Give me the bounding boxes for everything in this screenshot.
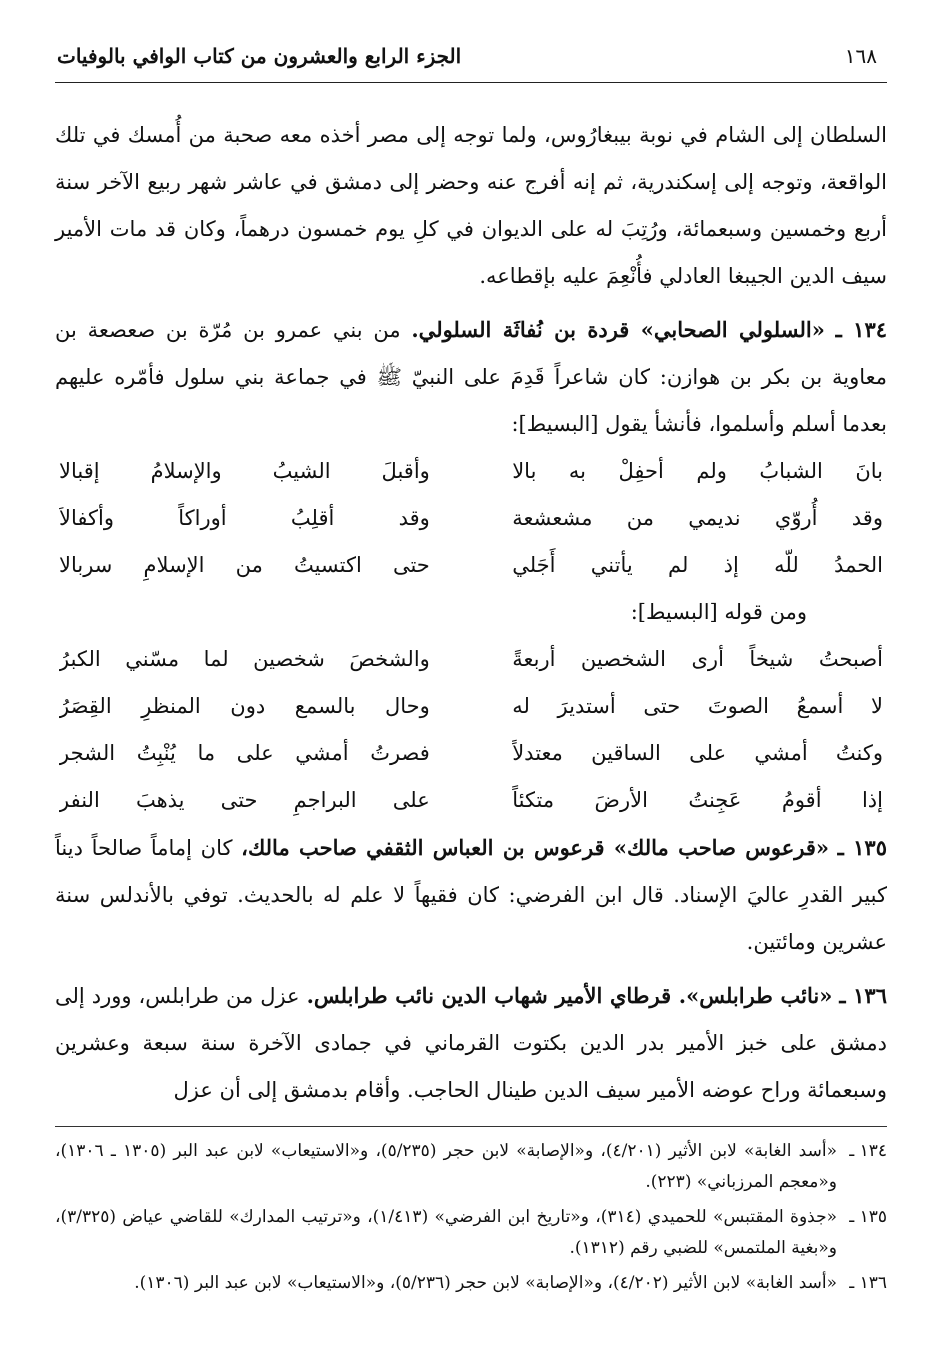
- verse-line: [55, 542, 887, 589]
- footnote-rule: [55, 1126, 887, 1127]
- page-header: [55, 44, 887, 80]
- verse-first-hemistich: الحمدُ للّه إذ لم يأتني أَجَلي: [512, 553, 883, 577]
- footnote-text: «جذوة المقتبس» للحميدي (٣١٤)، و«تاريخ ابن الفرضي» (١/٤١٣)، و«ترتيب المدارك» للقاضي عياض (٣/٣٢٥)، و«بغية الملتمس» للضبي رقم (١٣١٢).: [55, 1207, 837, 1258]
- body-text: [55, 112, 887, 1114]
- entry-title: «قرعوس صاحب مالك» قرعوس بن العباس الثقفي صاحب مالك،: [241, 835, 829, 860]
- header-rule: [55, 82, 887, 83]
- verse-line: [55, 777, 887, 824]
- verse-second-hemistich: والشخصَ شخصين لما مسّني الكبرُ: [59, 647, 430, 671]
- footnote-number: ١٣٥ ـ: [849, 1207, 887, 1227]
- poem-1: [55, 448, 887, 589]
- verse-second-hemistich: وحال بالسمع دون المنظرِ القِصَرُ: [59, 694, 430, 718]
- paragraph-continuation: السلطان إلى الشام في نوبة بيبغارُوس، ولما توجه إلى مصر أخذه معه صحبة من أُمسك في تلك الواقعة، وتوجه إلى إسكندرية، ثم إنه أفرج عنه وحضر إلى دمشق في عاشر شهر ربيع الآخر سنة أربع وخمسين وسبعمائة، ورُتِبَ له على الديوان في كلِ يوم خمسون درهماً، وكان قد مات الأمير سيف الدين الجيبغا العادلي فأُنْعِمَ عليه بإقطاعه.: [55, 123, 887, 288]
- page-number: ١٦٨: [844, 44, 877, 68]
- poem-2: [55, 636, 887, 824]
- verse-second-hemistich: وقد أقلِبُ أوراكاً وأكفالاَ: [59, 506, 430, 530]
- running-title: الجزء الرابع والعشرون من كتاب الوافي بالوفيات: [57, 44, 462, 68]
- footnotes: [55, 1136, 887, 1303]
- verse-second-hemistich: وأقبلَ الشيبُ والإسلامُ إقبالا: [59, 459, 430, 483]
- footnote-text: «أسد الغابة» لابن الأثير (٤/٢٠١)، و«الإصابة» لابن حجر (٥/٢٣٥)، و«الاستيعاب» لابن عبد البر (١٣٠٥ ـ ١٣٠٦)، و«معجم المرزباني» (٢٢٣).: [55, 1141, 837, 1192]
- book-page: [55, 30, 887, 1350]
- verse-second-hemistich: على البراجمِ حتى يذهبَ النفر: [59, 788, 430, 812]
- entry-title: «السلولي الصحابي» قردة بن نُفاثَة السلولي.: [411, 317, 825, 342]
- verse-second-hemistich: فصرتُ أمشي على ما يُنْبِتُ الشجر: [59, 741, 430, 765]
- footnote: [55, 1136, 887, 1198]
- entry-text: كان إماماً صالحاً ديناً كبير القدرِ عاليَ الإسناد. قال ابن الفرضي: كان فقيهاً لا علم له بالحديث. توفي بالأندلس سنة عشرين ومائتين.: [55, 836, 887, 954]
- verse-line: [55, 636, 887, 683]
- verse-line: [55, 495, 887, 542]
- footnote-text: «أسد الغابة» لابن الأثير (٤/٢٠٢)، و«الإصابة» لابن حجر (٥/٢٣٦)، و«الاستيعاب» لابن عبد البر (١٣٠٦).: [134, 1273, 837, 1293]
- verse-first-hemistich: لا أسمعُ الصوتَ حتى أستديرَ له: [512, 694, 883, 718]
- footnote-number: ١٣٦ ـ: [849, 1273, 887, 1293]
- entry-number: ١٣٦ ـ: [839, 983, 887, 1008]
- entry-text: من بني عمرو بن مُرّة بن صعصعة بن معاوية بن بكر بن هوازن: كان شاعراً قَدِمَ على النبيّ ﷺ في جماعة بني سلول فأمّره عليهم بعدما أسلم وأسلموا، فأنشأ يقول [البسيط]:: [55, 318, 887, 436]
- verse-first-hemistich: إذا أقومُ عَجِنتُ الأرضَ متكئاً: [512, 788, 883, 812]
- entry-title: «نائب طرابلس». قرطاي الأمير شهاب الدين نائب طرابلس.: [306, 983, 833, 1008]
- entry-text: عزل من طرابلس، وورد إلى دمشق على خبز الأمير بدر الدين بكتوت القرماني في جمادى الآخرة سنة سبعة وعشرين وسبعمائة وراح عوضه الأمير سيف الدين طينال الحاجب. وأقام بدمشق إلى أن عزل: [55, 984, 887, 1102]
- verse-line: [55, 730, 887, 777]
- entry-134: [55, 306, 887, 448]
- footnote: [55, 1202, 887, 1264]
- verse-line: [55, 448, 887, 495]
- verse-first-hemistich: بانَ الشبابُ ولم أحفِلْ به بالا: [512, 459, 883, 483]
- verse-line: [55, 683, 887, 730]
- verse-first-hemistich: وكنتُ أمشي على الساقين معتدلاً: [512, 741, 883, 765]
- entry-135: [55, 824, 887, 966]
- verse-first-hemistich: وقد أُروّي نديمي من مشعشعة: [512, 506, 883, 530]
- entry-number: ١٣٥ ـ: [837, 835, 887, 860]
- entry-number: ١٣٤ ـ: [835, 317, 888, 342]
- entry-136: [55, 972, 887, 1114]
- verse-second-hemistich: حتى اكتسيتُ من الإسلامِ سربالا: [59, 553, 430, 577]
- verse-intro: ومن قوله [البسيط]:: [630, 600, 807, 624]
- verse-first-hemistich: أصبحتُ شيخاً أرى الشخصين أربعةً: [512, 647, 883, 671]
- footnote: [55, 1268, 887, 1299]
- footnote-number: ١٣٤ ـ: [849, 1141, 887, 1161]
